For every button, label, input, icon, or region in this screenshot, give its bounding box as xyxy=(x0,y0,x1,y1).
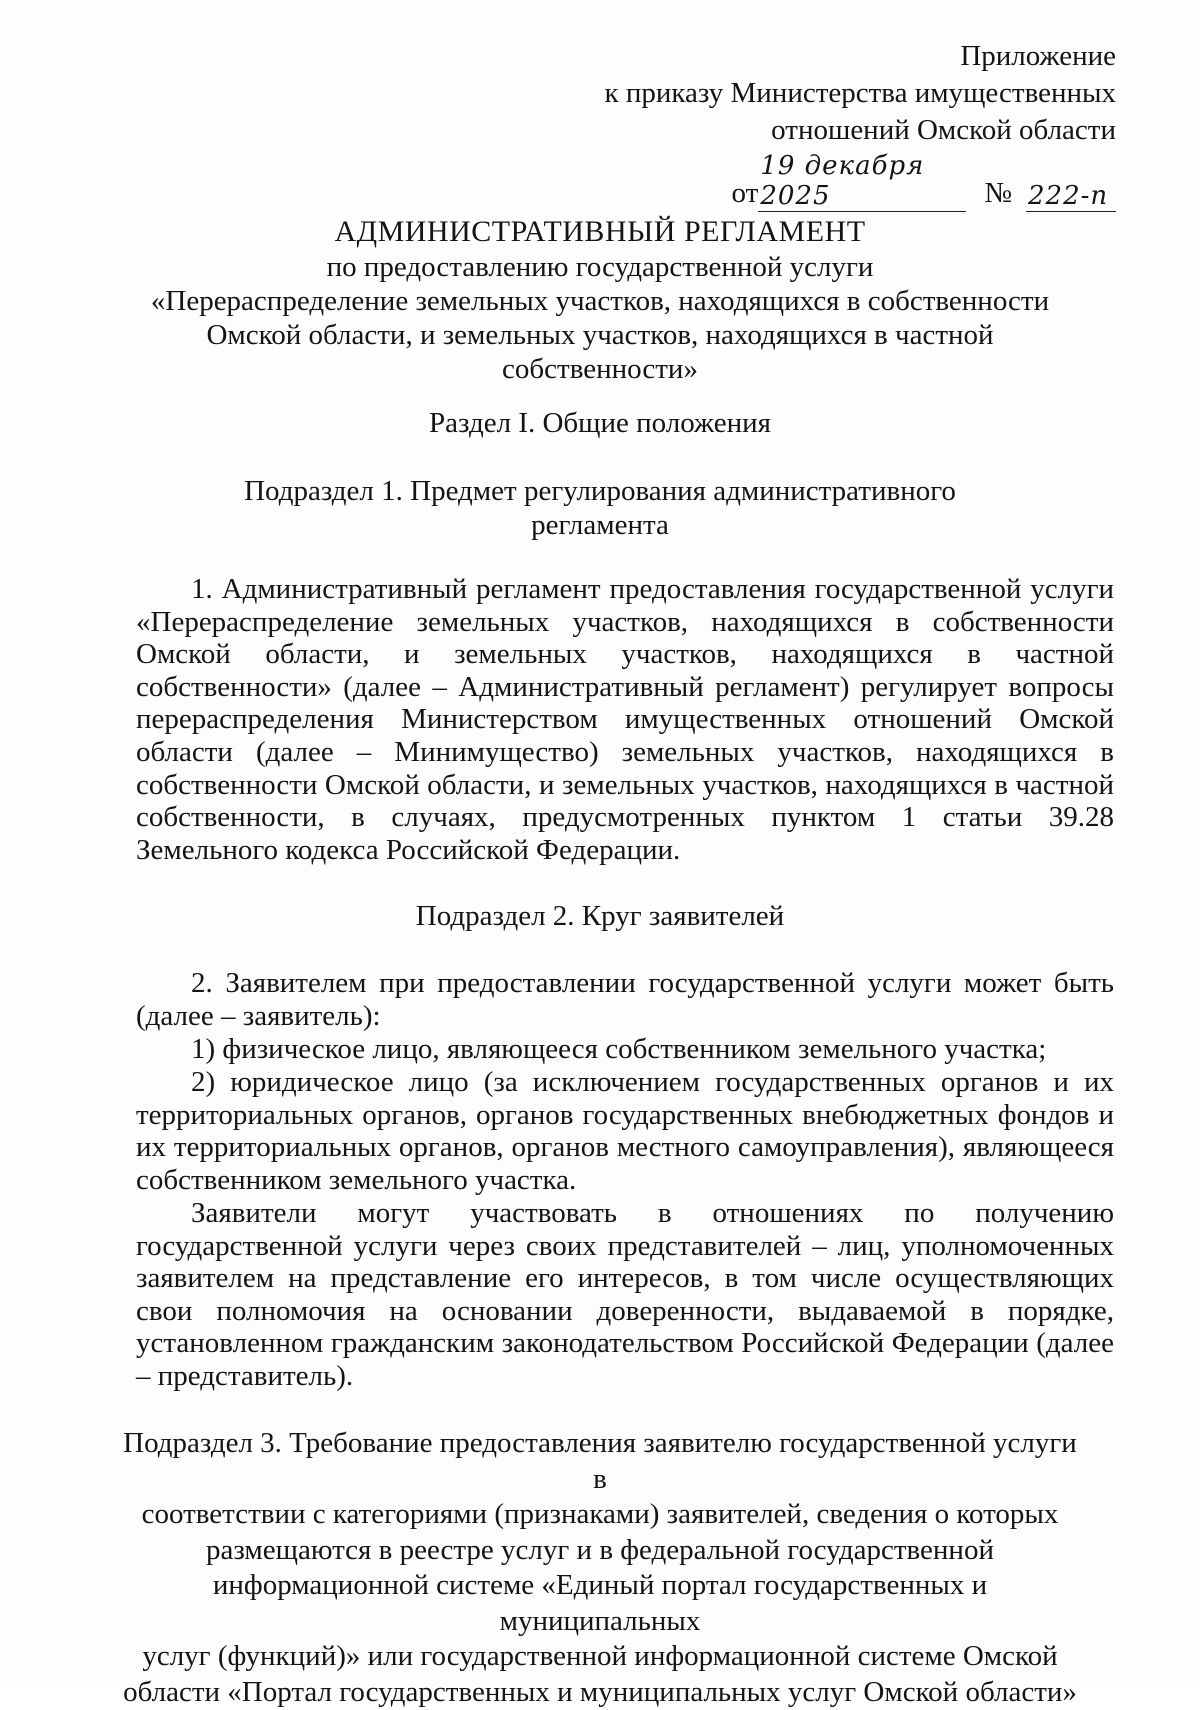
annex-date-line xyxy=(605,151,1117,212)
paragraph-2-item-2: 2) юридическое лицо (за исключением государственных органов и их территориальных органов, органов государственных внебюджетных фондов и их территориальных органов, органов местного самоуправления), являющееся собственником земельного участка. xyxy=(136,1066,1114,1196)
subsection-1-line-2: регламента xyxy=(120,508,1080,542)
subsection-3-title xyxy=(120,1426,1080,1710)
title-line-2: по предоставлению государственной услуги xyxy=(120,250,1080,284)
subsection-3-line-4: информационной системе «Единый портал государственных и муниципальных xyxy=(120,1568,1080,1639)
number-sign: № xyxy=(984,175,1012,212)
handwritten-number: 222-п xyxy=(1026,181,1116,212)
paragraph-representatives: Заявители могут участвовать в отношениях по получению государственной услуги через своих представителей – лиц, уполномоченных заявителем на представление его интересов, в том числе осуществляющих свои полномочия на основании доверенности, выдаваемой в порядке, установленном гражданским законодательством Российской Федерации (далее – представитель). xyxy=(136,1197,1114,1393)
annex-title: Приложение xyxy=(605,38,1117,75)
handwritten-date: 19 декабря 2025 xyxy=(758,151,966,212)
paragraph-2: 2. Заявителем при предоставлении государственной услуги может быть (далее – заявитель): xyxy=(136,967,1114,1032)
annex-header xyxy=(605,38,1117,212)
subsection-1-title xyxy=(120,474,1080,542)
paragraph-1: 1. Административный регламент предоставления государственной услуги «Перераспределение земельных участков, находящихся в собственности Омской области, и земельных участков, находящихся в частной собственности» (далее – Административный регламент) регулирует вопросы перераспределения Министерством имущественных отношений Омской области (далее – Минимущество) земельных участков, находящихся в собственности Омской области, и земельных участков, находящихся в частной собственности, в случаях, предусмотренных пунктом 1 статьи 39.28 Земельного кодекса Российской Федерации. xyxy=(136,573,1114,866)
paragraph-2-item-1: 1) физическое лицо, являющееся собственником земельного участка; xyxy=(136,1033,1114,1066)
date-prefix: от xyxy=(732,175,759,212)
subsection-2-title: Подраздел 2. Круг заявителей xyxy=(120,899,1080,933)
document-title xyxy=(120,214,1080,386)
annex-ministry-line: отношений Омской области xyxy=(605,112,1117,149)
subsection-1-line-1: Подраздел 1. Предмет регулирования административного xyxy=(120,474,1080,508)
title-line-4: Омской области, и земельных участков, находящихся в частной собственности» xyxy=(120,318,1080,386)
subsection-3-line-6: области «Портал государственных и муниципальных услуг Омской области» xyxy=(120,1675,1080,1710)
subsection-3-line-3: размещаются в реестре услуг и в федеральной государственной xyxy=(120,1533,1080,1569)
section-1-title: Раздел I. Общие положения xyxy=(120,406,1080,440)
annex-order-line: к приказу Министерства имущественных xyxy=(605,75,1117,112)
subsection-3-line-1: Подраздел 3. Требование предоставления заявителю государственной услуги в xyxy=(120,1426,1080,1497)
subsection-3-line-2: соответствии с категориями (признаками) заявителей, сведения о которых xyxy=(120,1497,1080,1533)
subsection-3-line-5: услуг (функций)» или государственной информационной системе Омской xyxy=(120,1639,1080,1675)
title-line-3: «Перераспределение земельных участков, находящихся в собственности xyxy=(120,284,1080,318)
title-line-1: АДМИНИСТРАТИВНЫЙ РЕГЛАМЕНТ xyxy=(120,214,1080,250)
